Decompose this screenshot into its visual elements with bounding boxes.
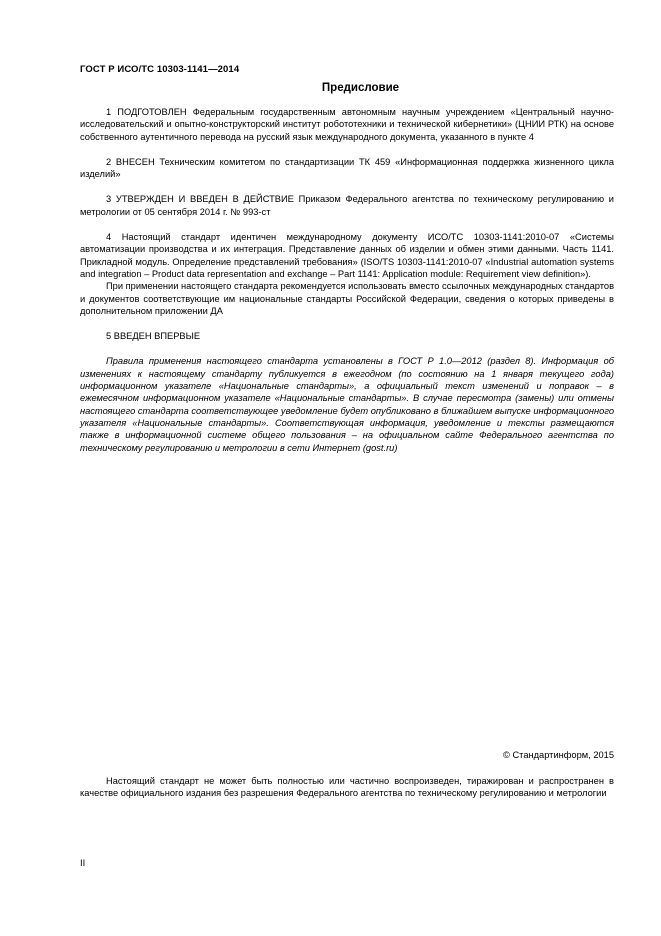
- paragraph-references: При применении настоящего стандарта рекомендуется использовать вместо ссылочных международных стандартов и документов соответствующие им национальные стандарты Российской Федерации, сведения о которых приведены в дополнительном приложении ДА: [80, 281, 615, 316]
- copyright-line: © Стандартинформ, 2015: [503, 750, 614, 760]
- page-title: Предисловие: [321, 82, 400, 94]
- paragraph-approved: 3 УТВЕРЖДЕН И ВВЕДЕН В ДЕЙСТВИЕ Приказом Федерального агентства по техническому регулированию и метрологии от 05 сентября 2014 г. № 993-ст: [80, 194, 614, 217]
- reproduction-notice: Настоящий стандарт не может быть полностью или частично воспроизведен, тиражирован и распространен в качестве официального издания без разрешения Федерального агентства по техническому регулированию и метрологии: [80, 776, 614, 799]
- paragraph-rules: Правила применения настоящего стандарта установлены в ГОСТ Р 1.0—2012 (раздел 8). Информация об изменениях к настоящему стандарту публикуется в ежегодном (по состоянию на 1 января текущего года) информационном указателе «Национальные стандарты», а официальный текст изменений и поправок – в ежемесячном информационном указателе «Национальные стандарты». В случае пересмотра (замены) или отмены настоящего стандарта соответствующее уведомление будет опубликовано в ближайшем выпуске информационного указателя «Национальные стандарты». Соответствующая информация, уведомление и тексты размещаются также в информационной системе общего пользования – на официальном сайте Федерального агентства по техническому регулированию и метрологии в сети Интернет (gost.ru): [80, 356, 614, 453]
- paragraph-prepared: 1 ПОДГОТОВЛЕН Федеральным государственным автономным научным учреждением «Центральный научно-исследовательский и опытно-конструкторский институт робототехники и технической кибернетики» (ЦНИИ РТК) на основе собственного аутентичного перевода на русский язык международного документа, указанного в пункте 4: [80, 107, 614, 142]
- paragraph-first-introduced: 5 ВВЕДЕН ВПЕРВЫЕ: [106, 331, 201, 342]
- standard-header: ГОСТ Р ИСО/ТС 10303-1141—2014: [80, 64, 240, 75]
- paragraph-introduced: 2 ВНЕСЕН Техническим комитетом по стандартизации ТК 459 «Информационная поддержка жизненного цикла изделий»: [80, 156, 614, 180]
- page-number: II: [80, 858, 86, 868]
- paragraph-identical: 4 Настоящий стандарт идентичен международному документу ИСО/ТС 10303-1141:2010-07 «Системы автоматизации производства и их интеграция. Представление данных об изделии и обмен этими данными. Часть 1141. Прикладной модуль. Определение представлений требования» (ISO/TS 10303-1141:2010-07 «Industrial automation systems and integration – Product data representation and exchange – Part 1141: Application module: Requirement view definition»).: [80, 232, 614, 279]
- foreword-body: [80, 106, 614, 454]
